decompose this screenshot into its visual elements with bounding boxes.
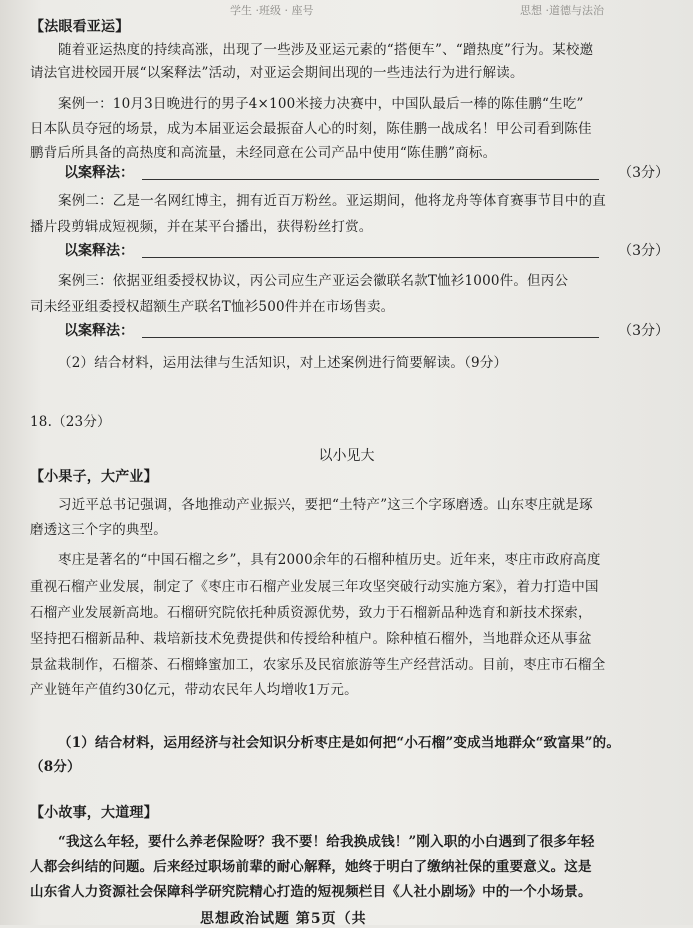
subsection-title-fruit: 【小果子，大产业】 — [30, 469, 158, 485]
fruit-para2-line-3: 石榴产业发展新高地。石榴研究院依托种质资源优势，致力于石榴新品种选育和新技术探索， — [30, 605, 592, 621]
top-edge-fragment-right: 思想 ·道德与法治 — [520, 4, 604, 17]
answer-row-case3 — [64, 320, 669, 340]
fruit-para1-line-1: 习近平总书记强调，各地推动产业振兴，要把“土特产”这三个字琢磨透。山东枣庄就是琢 — [58, 497, 593, 513]
case3-line-1: 案例三：依据亚组委授权协议，丙公司应生产亚运会徽联名款T恤衫1000件。但丙公 — [58, 273, 569, 289]
answer-blank-line[interactable] — [142, 257, 599, 258]
case1-line-1: 案例一：10月3日晚进行的男子4×100米接力决赛中，中国队最后一棒的陈佳鹏“生吃” — [58, 96, 584, 112]
case1-line-2: 日本队员夺冠的场景，成为本届亚运会最振奋人心的时刻，陈佳鹏一战成名！甲公司看到陈佳 — [30, 121, 592, 137]
answer-score: （3分） — [618, 323, 669, 339]
case3-line-2: 司未经亚组委授权超额生产联名T恤衫500件并在市场售卖。 — [30, 299, 395, 315]
fruit-para2-line-2: 重视石榴产业发展，制定了《枣庄市石榴产业发展三年攻坚突破行动实施方案》，着力打造中国 — [30, 579, 599, 595]
question-17-2: （2）结合材料，运用法律与生活知识，对上述案例进行简要解读。（9分） — [58, 355, 508, 371]
question-18-1-line-2: （8分） — [30, 759, 81, 775]
fruit-para1-line-2: 磨透这三个字的典型。 — [30, 522, 167, 538]
law-intro-line-2: 请法官进校园开展“以案释法”活动，对亚运会期间出现的一些违法行为进行解读。 — [30, 65, 524, 81]
answer-blank-line[interactable] — [142, 337, 599, 338]
story-line-1: “我这么年轻，要什么养老保险呀？我不要！给我换成钱！”刚入职的小白遇到了很多年轻 — [58, 834, 595, 850]
fruit-para2-line-1: 枣庄是著名的“中国石榴之乡”，具有2000余年的石榴种植历史。近年来，枣庄市政府高度 — [58, 552, 601, 568]
answer-label: 以案释法： — [64, 165, 134, 181]
case2-line-1: 案例二：乙是一名网红博主，拥有近百万粉丝。亚运期间，他将龙舟等体育赛事节目中的直 — [58, 193, 606, 209]
answer-score: （3分） — [618, 165, 669, 181]
answer-row-case2 — [64, 240, 669, 260]
story-line-3: 山东省人力资源社会保障科学研究院精心打造的短视频栏目《人社小剧场》中的一个小场景。 — [30, 884, 592, 900]
fruit-para2-line-4: 坚持把石榴新品种、栽培新技术免费提供和传授给种植户。除种植石榴外，当地群众还从事盆 — [30, 631, 592, 647]
story-line-2: 人都会纠结的问题。后来经过职场前辈的耐心解释，她终于明白了缴纳社保的重要意义。这是 — [30, 859, 592, 875]
case2-line-2: 播片段剪辑成短视频，并在某平台播出，获得粉丝打赏。 — [30, 219, 373, 235]
question-18-label: 18.（23分） — [30, 414, 111, 430]
case1-line-3: 鹏背后所具备的高热度和高流量，未经同意在公司产品中使用“陈佳鹏”商标。 — [30, 145, 497, 161]
page-footer: 思想政治试题 第5页（共 — [200, 911, 367, 927]
answer-label: 以案释法： — [64, 323, 134, 339]
subsection-title-story: 【小故事，大道理】 — [30, 805, 158, 821]
law-intro-line-1: 随着亚运热度的持续高涨，出现了一些涉及亚运元素的“搭便车”、“蹭热度”行为。某校邀 — [58, 42, 594, 58]
question-18-1-line-1: （1）结合材料，运用经济与社会知识分析枣庄是如何把“小石榴”变成当地群众“致富果”的。 — [58, 735, 621, 751]
top-edge-fragment-left: 学生 ·班级 · 座号 — [230, 4, 314, 17]
section-title-law: 【法眼看亚运】 — [30, 19, 130, 35]
answer-row-case1 — [64, 162, 669, 182]
answer-label: 以案释法： — [64, 243, 134, 259]
question-18-title: 以小见大 — [318, 448, 375, 464]
answer-blank-line[interactable] — [142, 179, 599, 180]
fruit-para2-line-6: 产业链年产值约30亿元，带动农民年人均增收1万元。 — [30, 682, 358, 698]
answer-score: （3分） — [618, 243, 669, 259]
fruit-para2-line-5: 景盆栽制作，石榴茶、石榴蜂蜜加工，农家乐及民宿旅游等生产经营活动。目前，枣庄市石榴全 — [30, 657, 606, 673]
